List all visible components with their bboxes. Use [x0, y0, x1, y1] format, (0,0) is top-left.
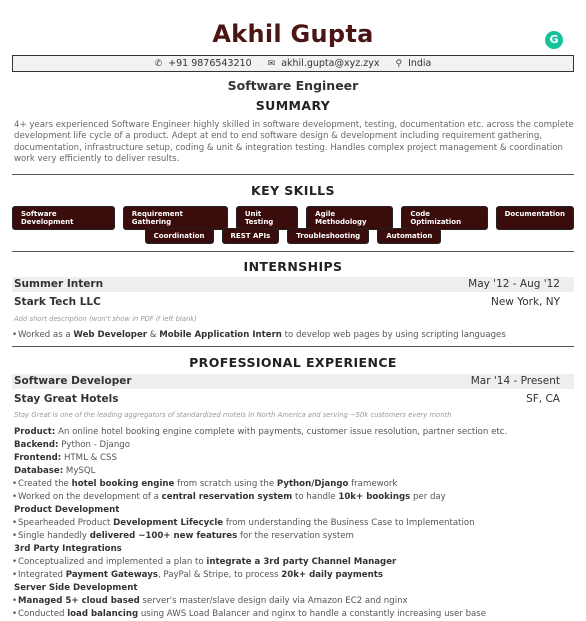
skill-chip: Agile Methodology: [306, 206, 393, 230]
location-text: India: [408, 58, 432, 69]
experience-bullet: • Conducted load balancing using AWS Load Balancer and nginx to handle a constantly increasing user base: [18, 609, 486, 619]
contact-phone: [155, 58, 252, 69]
phone-text: +91 9876543210: [168, 58, 252, 69]
experience-company: Stay Great Hotels: [14, 393, 119, 405]
contact-email: [268, 58, 380, 69]
subsection-heading: Server Side Development: [14, 583, 138, 593]
job-title: Software Engineer: [227, 78, 359, 93]
skill-chip: Automation: [377, 228, 441, 244]
database-line: Database: MySQL: [14, 466, 96, 476]
internships-heading: INTERNSHIPS: [243, 259, 343, 274]
contact-location: [395, 58, 431, 69]
skills-heading: KEY SKILLS: [251, 183, 335, 198]
frontend-line: Frontend: HTML & CSS: [14, 453, 117, 463]
internship-company: Stark Tech LLC: [14, 296, 101, 308]
experience-location: SF, CA: [526, 393, 560, 405]
skill-chip: Troubleshooting: [287, 228, 369, 244]
divider: [12, 174, 574, 175]
skill-chip: REST APIs: [222, 228, 280, 244]
skill-chip: Software Development: [12, 206, 115, 230]
divider: [12, 346, 574, 347]
experience-bullet: • Created the hotel booking engine from scratch using the Python/Django framework: [18, 479, 397, 489]
subsection-heading: 3rd Party Integrations: [14, 544, 122, 554]
skill-chip: Code Optimization: [401, 206, 487, 230]
skill-chip: Coordination: [145, 228, 214, 244]
product-line: Product: An online hotel booking engine complete with payments, customer issue resolution, partner section etc.: [14, 427, 508, 437]
summary-text: 4+ years experienced Software Engineer highly skilled in software development, testing, documentation etc. across the complete development life cycle of a product. Adept at end to end software design & development including requirement gathering, documentation, infrastructure setup, coding & unit & integration testing. Handles complex project management & coordination work very efficiently to deliver results.: [14, 120, 574, 165]
email-text: akhil.gupta@xyz.zyx: [281, 58, 380, 69]
skills-row-2: [12, 228, 574, 244]
summary-heading: SUMMARY: [255, 98, 331, 113]
contact-bar: [12, 55, 574, 72]
subsection-heading: Product Development: [14, 505, 120, 515]
experience-heading: PROFESSIONAL EXPERIENCE: [189, 355, 397, 370]
skill-chip: Documentation: [496, 206, 574, 230]
experience-bullet: • Conceptualized and implemented a plan to integrate a 3rd party Channel Manager: [18, 557, 396, 567]
internship-bullet: • Worked as a Web Developer & Mobile Application Intern to develop web pages by using scripting languages: [18, 330, 506, 340]
internship-note: Add short description (won't show in PDF if left blank): [14, 315, 197, 323]
experience-bullet: • Managed 5+ cloud based server's master/slave design daily via Amazon EC2 and nginx: [18, 596, 408, 606]
skill-chip: Requirement Gathering: [123, 206, 228, 230]
experience-bullet: • Worked on the development of a central reservation system to handle 10k+ bookings per day: [18, 492, 446, 502]
resume-name: Akhil Gupta: [212, 20, 374, 48]
experience-bullet: • Single handedly delivered ~100+ new features for the reservation system: [18, 531, 354, 541]
phone-icon: ✆: [154, 58, 163, 69]
internship-dates: May '12 - Aug '12: [468, 278, 560, 290]
experience-role: Software Developer: [14, 375, 132, 387]
experience-note: Stay Great is one of the leading aggregators of standardized motels in North America and serving ~50k customers every month: [14, 411, 452, 419]
envelope-icon: ✉: [267, 58, 276, 69]
backend-line: Backend: Python - Django: [14, 440, 130, 450]
internship-location: New York, NY: [490, 296, 560, 308]
experience-dates: Mar '14 - Present: [470, 375, 560, 387]
internship-role: Summer Intern: [14, 278, 104, 290]
map-pin-icon: ⚲: [395, 58, 403, 69]
divider: [12, 251, 574, 252]
skills-row-1: [12, 206, 574, 230]
experience-bullet: • Integrated Payment Gateways, PayPal & Stripe, to process 20k+ daily payments: [18, 570, 383, 580]
experience-bullet: • Spearheaded Product Development Lifecycle from understanding the Business Case to Implementation: [18, 518, 475, 528]
skill-chip: Unit Testing: [236, 206, 298, 230]
grammarly-icon[interactable]: G: [545, 31, 563, 49]
